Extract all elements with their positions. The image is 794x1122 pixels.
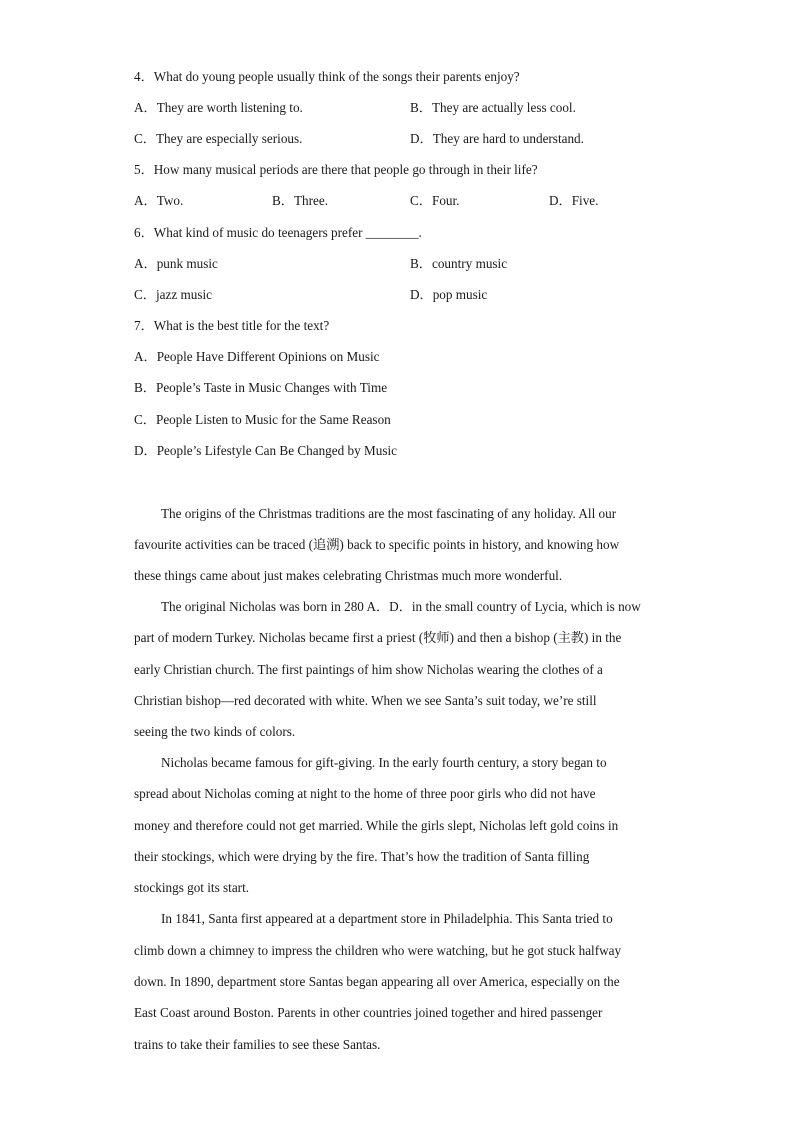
question-5-option-c: C．Four. [410, 193, 460, 208]
question-4-option-b: B．They are actually less cool. [410, 100, 576, 115]
question-7-option-d: D．People’s Lifestyle Can Be Changed by Music [134, 443, 397, 458]
passage-line: early Christian church. The first paintings of him show Nicholas wearing the clothes of a [134, 662, 603, 677]
passage-line: Nicholas became famous for gift-giving. In the early fourth century, a story began to [161, 755, 607, 770]
passage-line: stockings got its start. [134, 880, 250, 895]
question-7-option-a: A．People Have Different Opinions on Music [134, 349, 380, 364]
question-6-stem: 6．What kind of music do teenagers prefer ________. [134, 225, 422, 240]
passage-line: down. In 1890, department store Santas began appearing all over America, especially on the [134, 974, 620, 989]
question-5-option-a: A．Two. [134, 193, 184, 208]
passage-line: trains to take their families to see these Santas. [134, 1037, 381, 1052]
question-5-option-d: D．Five. [549, 193, 599, 208]
passage-line: Christian bishop—red decorated with white. When we see Santa’s suit today, we’re still [134, 693, 597, 708]
question-4-option-d: D．They are hard to understand. [410, 131, 584, 146]
question-7-option-c: C．People Listen to Music for the Same Reason [134, 412, 391, 427]
passage-line: favourite activities can be traced (追溯) back to specific points in history, and knowing how [134, 537, 620, 552]
passage-line: In 1841, Santa first appeared at a department store in Philadelphia. This Santa tried to [161, 911, 613, 926]
passage-line: spread about Nicholas coming at night to the home of three poor girls who did not have [134, 786, 596, 801]
question-7-option-b: B．People’s Taste in Music Changes with Time [134, 380, 388, 395]
question-4-option-a: A．They are worth listening to. [134, 100, 303, 115]
question-7-stem: 7．What is the best title for the text? [134, 318, 330, 333]
passage-line: part of modern Turkey. Nicholas became first a priest (牧师) and then a bishop (主教) in the [134, 630, 622, 645]
passage-line: their stockings, which were drying by the fire. That’s how the tradition of Santa filling [134, 849, 590, 864]
question-6-option-c: C．jazz music [134, 287, 213, 302]
question-4-stem: 4．What do young people usually think of the songs their parents enjoy? [134, 69, 520, 84]
passage-line: The original Nicholas was born in 280 A．D．in the small country of Lycia, which is now [161, 599, 641, 614]
question-4-option-c: C．They are especially serious. [134, 131, 303, 146]
question-6-option-b: B．country music [410, 256, 508, 271]
passage-line: seeing the two kinds of colors. [134, 724, 296, 739]
passage-line: money and therefore could not get married. While the girls slept, Nicholas left gold coins in [134, 818, 619, 833]
passage-line: these things came about just makes celebrating Christmas much more wonderful. [134, 568, 563, 583]
question-6-option-a: A．punk music [134, 256, 218, 271]
question-5-option-b: B．Three. [272, 193, 329, 208]
passage-line: climb down a chimney to impress the children who were watching, but he got stuck halfway [134, 943, 622, 958]
passage-line: The origins of the Christmas traditions are the most fascinating of any holiday. All our [161, 506, 617, 521]
passage-line: East Coast around Boston. Parents in other countries joined together and hired passenger [134, 1005, 603, 1020]
question-6-option-d: D．pop music [410, 287, 488, 302]
question-5-stem: 5．How many musical periods are there that people go through in their life? [134, 162, 538, 177]
